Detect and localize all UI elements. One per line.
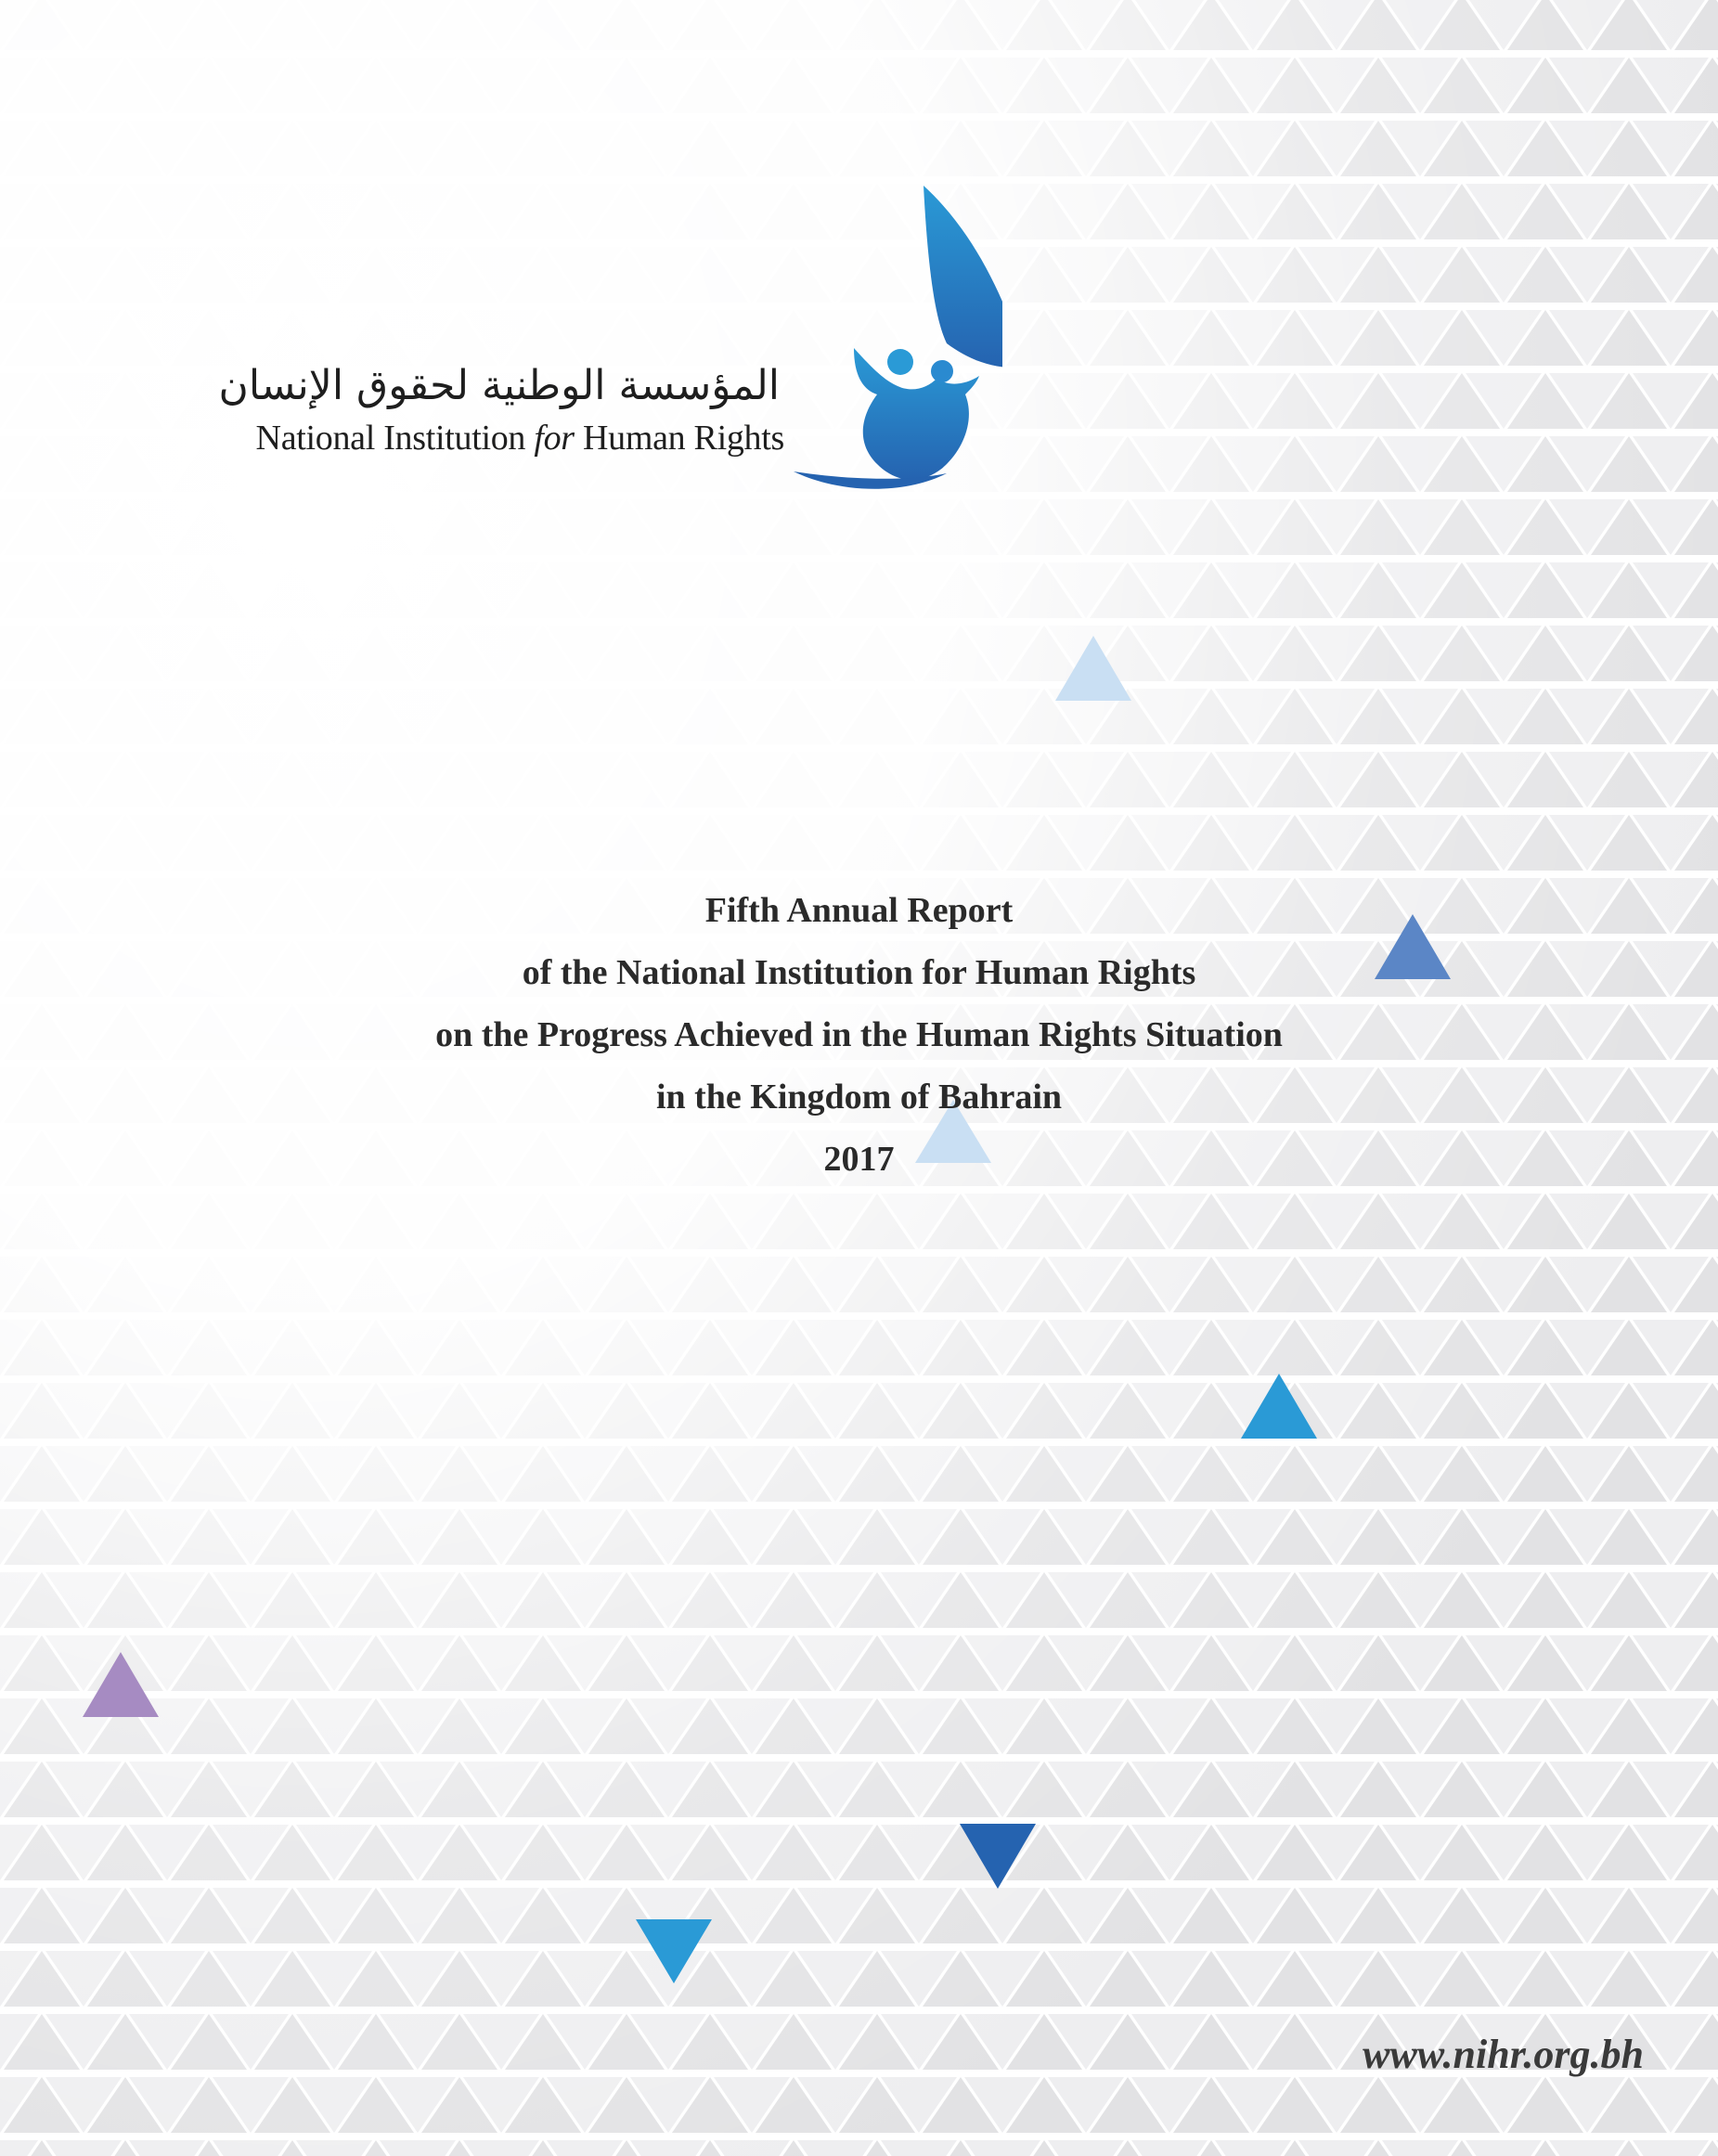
report-year: 2017: [823, 1140, 895, 1179]
logo-head-right: [931, 360, 953, 382]
logo-hull-shape: [854, 348, 979, 480]
institution-logo: [186, 181, 1002, 497]
logo-head-left: [887, 349, 913, 375]
report-title: [0, 880, 1718, 1191]
logo-english-prefix: National Institution: [255, 419, 535, 458]
logo-english-italic: for: [534, 419, 575, 458]
logo-english-name: [190, 418, 784, 458]
report-title-line-4: in the Kingdom of Bahrain: [655, 1078, 1063, 1117]
report-title-line-1: Fifth Annual Report: [704, 891, 1014, 930]
logo-english-suffix: Human Rights: [574, 419, 784, 458]
report-title-line-3: on the Progress Achieved in the Human Rights Situation: [435, 1015, 1283, 1054]
report-title-line-2: of the National Institution for Human Rights: [522, 953, 1196, 992]
sail-logo-icon: [789, 181, 1002, 497]
logo-sail-shape: [924, 186, 1002, 368]
website-url: www.nihr.org.bh: [1363, 2032, 1644, 2077]
logo-arabic-name: المؤسسة الوطنية لحقوق الإنسان: [218, 362, 780, 409]
